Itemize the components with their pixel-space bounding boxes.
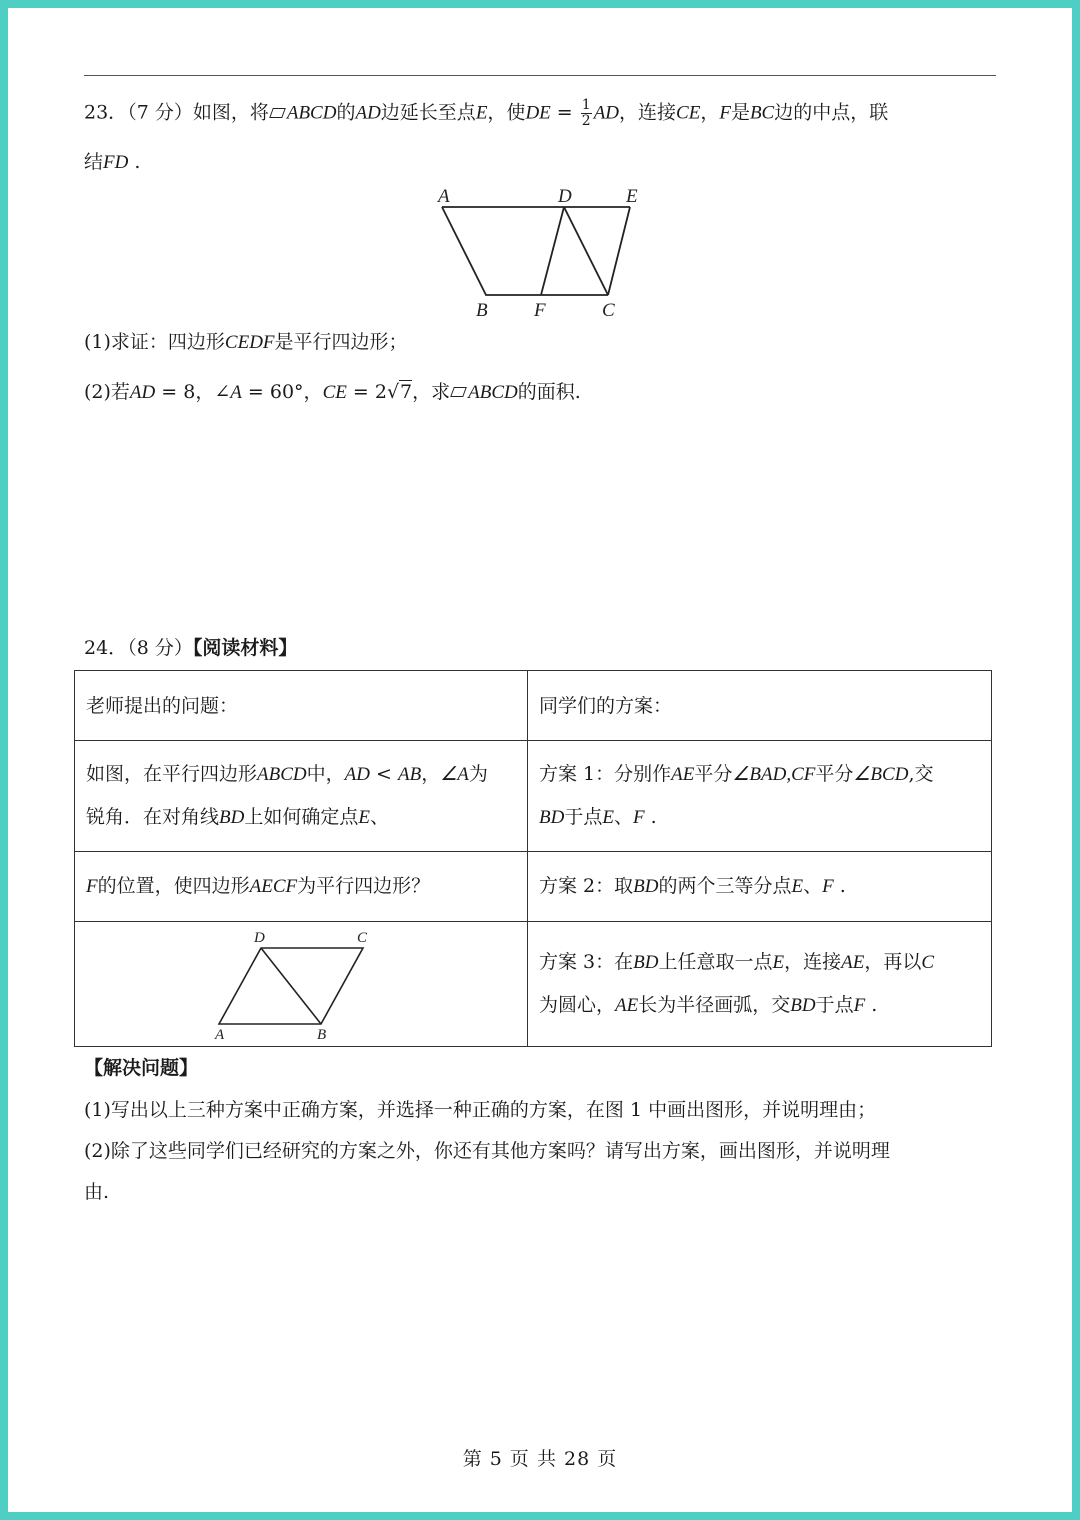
plan-2: 方案 2：取BD的两个三等分点E、F . <box>528 852 992 922</box>
reading-material-table <box>74 670 992 1047</box>
table-row <box>75 671 992 741</box>
diagonal-bd <box>261 948 321 1024</box>
q24-part1: (1)写出以上三种方案中正确方案，并选择一种正确的方案，在图 1 中画出图形，并说明理由； <box>84 1099 877 1121</box>
q24-part2-line1: (2)除了这些同学们已经研究的方案之外，你还有其他方案吗？请写出方案，画出图形，并说明理 <box>84 1140 890 1162</box>
segment-abc <box>442 207 608 295</box>
label-B: B <box>317 1027 327 1042</box>
problem-statement: 如图，在平行四边形ABCD中，AD < AB，∠A为 锐角．在对角线BD上如何确定点E、 <box>75 741 528 852</box>
parallelogram-symbol <box>269 108 286 118</box>
label-A: A <box>215 1027 225 1042</box>
sqrt-symbol: √ <box>386 381 400 403</box>
figure-cell <box>75 922 528 1047</box>
label-F: F <box>534 300 546 321</box>
segment-dc <box>564 207 608 295</box>
header-rule <box>84 75 996 76</box>
q23-score: （7 分） <box>127 101 193 124</box>
label-C: C <box>357 930 368 946</box>
q24-figure <box>201 926 401 1042</box>
fraction-one-half: $\frac{1}{2}$ <box>581 97 591 129</box>
q23-figure <box>428 184 668 324</box>
segment-df <box>541 207 564 295</box>
q23-line1: 23．（7 分）如图，将 ABCD的AD边延长至点E，使DE = $\frac{1}{2}$ AD，连接CE，F是BC边的中点，联 <box>84 97 889 129</box>
table-row <box>75 922 992 1047</box>
q24-heading: 24．（8 分）【阅读材料】 <box>84 637 298 659</box>
exam-page <box>8 8 1072 1512</box>
page-footer: 第 5 页 共 28 页 <box>462 1448 618 1470</box>
label-D: D <box>558 186 572 207</box>
problem-statement-cont: F的位置，使四边形AECF为平行四边形？ <box>75 852 528 922</box>
header-student-plans: 同学们的方案： <box>528 671 992 741</box>
header-teacher-question: 老师提出的问题： <box>75 671 528 741</box>
label-E: E <box>626 186 638 207</box>
q24-part2-line2: 由. <box>84 1181 110 1203</box>
segment-ec <box>608 207 630 295</box>
plan-1: 方案 1：分别作AE平分∠BAD,CF平分∠BCD,交 BD于点E、F . <box>528 741 992 852</box>
parallelogram-symbol <box>450 387 467 397</box>
label-A: A <box>438 186 450 207</box>
solve-heading: 【解决问题】 <box>84 1057 199 1079</box>
q23-number: 23． <box>84 101 128 124</box>
q23-part2: (2)若AD = 8，∠A = 60°，CE = 2√7，求 ABCD的面积. <box>84 381 581 403</box>
label-B: B <box>476 300 488 321</box>
q23-part1: (1)求证：四边形CEDF是平行四边形； <box>84 331 408 353</box>
table-row <box>75 741 992 852</box>
q23-line2: 结FD . <box>84 151 141 173</box>
label-D: D <box>254 930 265 946</box>
label-C: C <box>602 300 615 321</box>
table-row <box>75 852 992 922</box>
plan-3: 方案 3：在BD上任意取一点E，连接AE，再以C 为圆心，AE长为半径画弧，交BD于点F . <box>528 922 992 1047</box>
